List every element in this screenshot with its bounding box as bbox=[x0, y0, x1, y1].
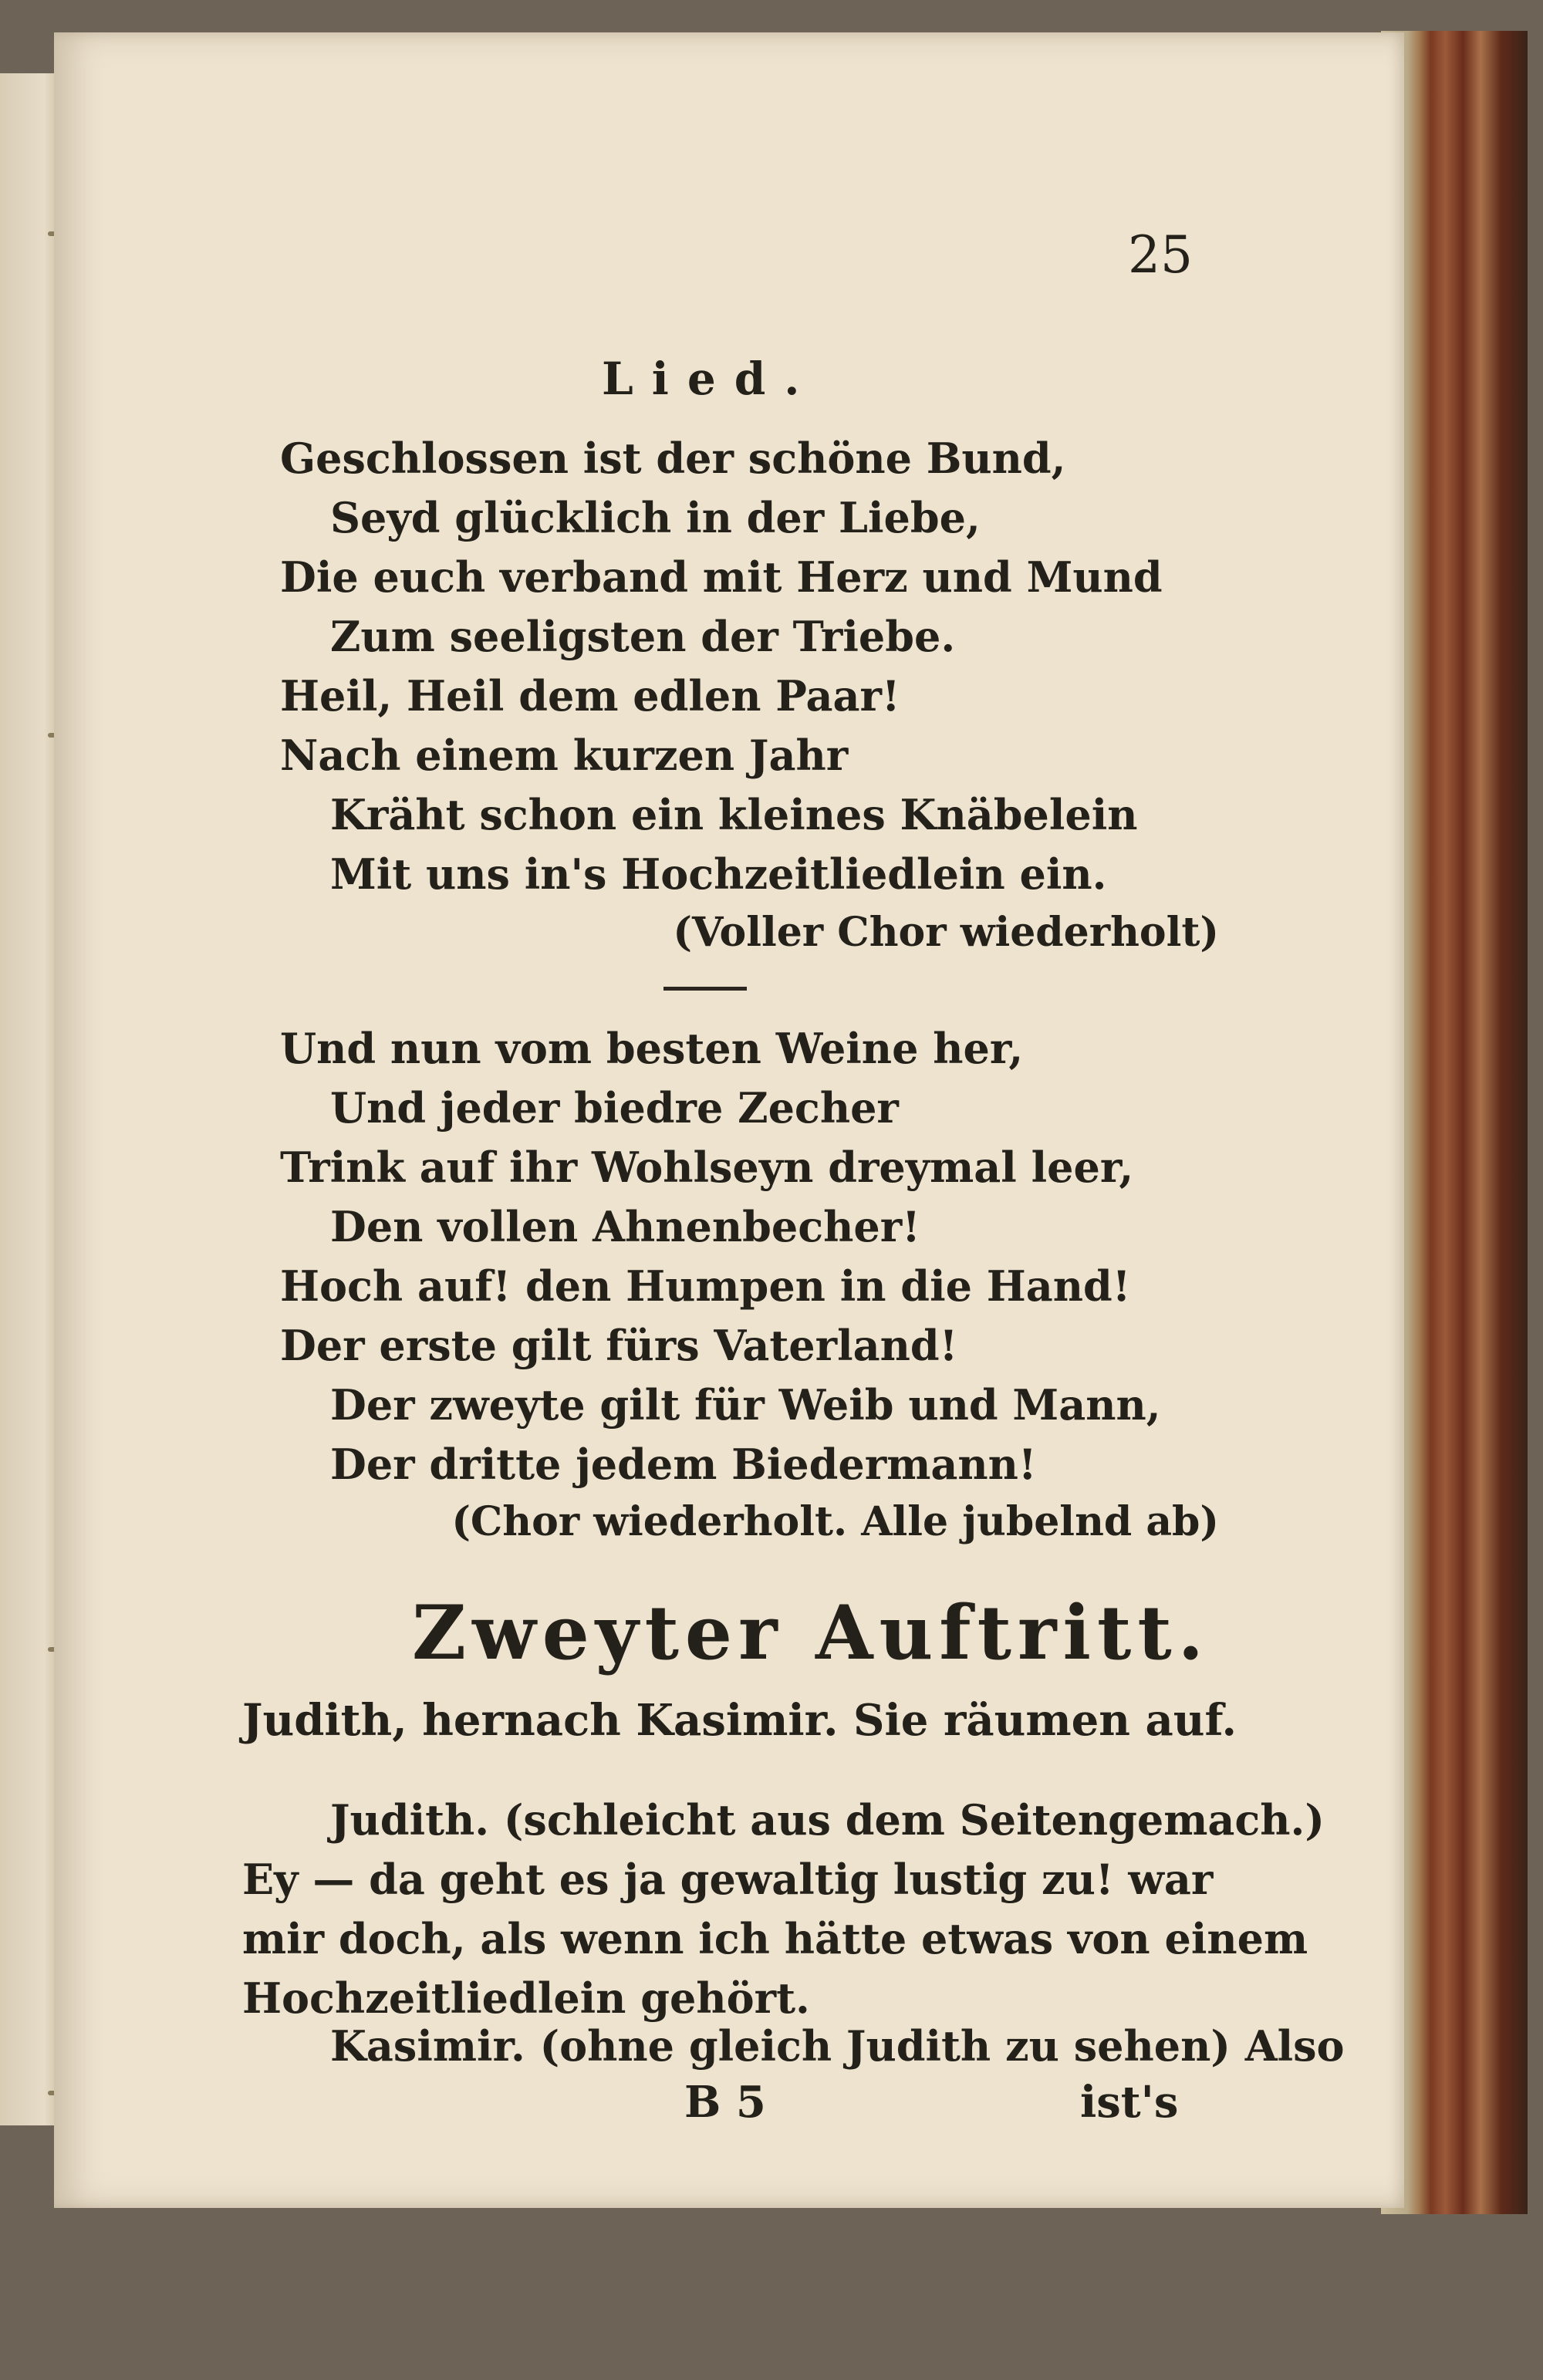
prose-line: Judith. (schleicht aus dem Seitengemach.) bbox=[330, 1795, 1325, 1845]
verse-line: Und nun vom besten Weine her, bbox=[280, 1024, 1024, 1073]
cast-line: Judith, hernach Kasimir. Sie räumen auf. bbox=[242, 1695, 1237, 1746]
verse-line: Mit uns in's Hochzeitliedlein ein. bbox=[330, 849, 1107, 899]
verse-line: Kräht schon ein kleines Knäbelein bbox=[330, 790, 1138, 839]
prose-line: mir doch, als wenn ich hätte etwas von einem bbox=[242, 1914, 1308, 1963]
verse-line: Die euch verband mit Herz und Mund bbox=[280, 552, 1163, 602]
verse-line: Den vollen Ahnenbecher! bbox=[330, 1202, 920, 1251]
verse-line: Der zweyte gilt für Weib und Mann, bbox=[330, 1380, 1161, 1430]
verse-line: Nach einem kurzen Jahr bbox=[280, 731, 849, 780]
prose-line: Kasimir. (ohne gleich Judith zu sehen) Also bbox=[330, 2021, 1345, 2071]
verse-line: Trink auf ihr Wohlseyn dreymal leer, bbox=[280, 1143, 1134, 1192]
book-page bbox=[54, 32, 1404, 2208]
verse-line: Hoch auf! den Humpen in die Hand! bbox=[280, 1261, 1131, 1311]
prose-line: Hochzeitliedlein gehört. bbox=[242, 1973, 810, 2023]
song-heading: Lied. bbox=[602, 353, 819, 405]
signature-mark: B 5 bbox=[684, 2077, 766, 2128]
verse-line: Heil, Heil dem edlen Paar! bbox=[280, 671, 900, 721]
verse-line: Geschlossen ist der schöne Bund, bbox=[280, 434, 1066, 483]
stage-direction: (Chor wiederholt. Alle jubelnd ab) bbox=[451, 1498, 1219, 1545]
verse-line: Der erste gilt fürs Vaterland! bbox=[280, 1321, 958, 1370]
verse-line: Zum seeligsten der Triebe. bbox=[330, 612, 956, 661]
prose-line: Ey — da geht es ja gewaltig lustig zu! war bbox=[242, 1855, 1214, 1904]
verse-line: Der dritte jedem Biedermann! bbox=[330, 1440, 1037, 1489]
page-number: 25 bbox=[1128, 225, 1193, 285]
catchword: ist's bbox=[1080, 2077, 1179, 2128]
verse-line: Und jeder biedre Zecher bbox=[330, 1083, 899, 1133]
scene-title: Zweyter Auftritt. bbox=[412, 1589, 1210, 1676]
verse-line: Seyd glücklich in der Liebe, bbox=[330, 493, 981, 542]
stage-direction: (Voller Chor wiederholt) bbox=[673, 909, 1219, 956]
section-divider bbox=[663, 987, 747, 991]
